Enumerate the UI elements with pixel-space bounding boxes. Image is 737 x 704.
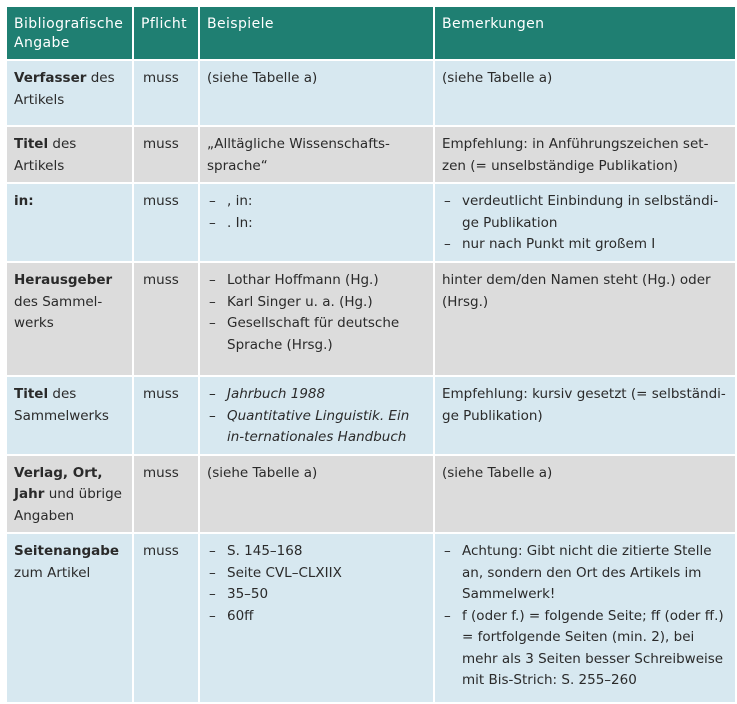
cell-angabe — [7, 456, 132, 533]
list-item: – Quantitative Linguistik. Ein in-ternationales Handbuch — [207, 406, 425, 449]
cell-angabe — [7, 184, 132, 261]
cell-pflicht: muss — [134, 377, 198, 454]
table-row — [7, 263, 735, 375]
beispiele-list — [207, 191, 425, 234]
cell-beispiele: (siehe Tabelle a) — [200, 61, 433, 125]
table-row — [7, 456, 735, 533]
table-row — [7, 377, 735, 454]
cell-angabe — [7, 263, 132, 375]
cell-beispiele: „Alltägliche Wissenschafts-sprache“ — [200, 127, 433, 182]
cell-bemerkungen: (siehe Tabelle a) — [435, 61, 735, 125]
list-item: – Seite CVL–CLXIIX — [207, 563, 425, 585]
cell-bemerkungen — [435, 184, 735, 261]
list-item: – Jahrbuch 1988 — [207, 384, 425, 406]
list-item: – 60ff — [207, 606, 425, 628]
cell-angabe — [7, 127, 132, 182]
list-item: – Karl Singer u. a. (Hg.) — [207, 292, 425, 314]
label-rest: des Artikels — [14, 70, 115, 108]
table-row — [7, 61, 735, 125]
table-header-row — [7, 7, 735, 59]
list-item: – Gesellschaft für deutsche Sprache (Hrsg.) — [207, 313, 425, 356]
table-row — [7, 534, 735, 702]
label-rest: zum Artikel — [14, 564, 91, 581]
cell-bemerkungen: hinter dem/den Namen steht (Hg.) oder (Hrsg.) — [435, 263, 735, 375]
beispiele-list — [207, 384, 425, 449]
cell-pflicht: muss — [134, 263, 198, 375]
label-bold: Titel — [14, 136, 49, 152]
label-bold: Titel — [14, 386, 49, 402]
cell-pflicht: muss — [134, 184, 198, 261]
cell-beispiele: (siehe Tabelle a) — [200, 456, 433, 533]
cell-beispiele — [200, 534, 433, 702]
header-bibliografische-angabe: Bibliografische Angabe — [7, 7, 132, 59]
label-rest: und übrige Angaben — [14, 486, 122, 524]
cell-bemerkungen — [435, 534, 735, 702]
bemerkungen-list — [442, 191, 727, 256]
list-item: – verdeutlicht Einbindung in selbständi-ge Publikation — [442, 191, 727, 234]
header-bemerkungen: Bemerkungen — [435, 7, 735, 59]
label-bold: in: — [14, 193, 34, 209]
cell-angabe — [7, 377, 132, 454]
label-rest: des Sammel-werks — [14, 293, 103, 331]
list-item: – , in: — [207, 191, 425, 213]
cell-pflicht: muss — [134, 534, 198, 702]
cell-angabe — [7, 534, 132, 702]
bemerkungen-list — [442, 541, 727, 692]
cell-angabe — [7, 61, 132, 125]
cell-beispiele — [200, 377, 433, 454]
list-item: – f (oder f.) = folgende Seite; ff (oder ff.) = fortfolgende Seiten (min. 2), bei mehr als 3 Seiten besser Schreibweise mit Bis-Strich: S. 255–260 — [442, 606, 727, 692]
list-item: – . In: — [207, 213, 425, 235]
cell-pflicht: muss — [134, 127, 198, 182]
list-item: – Lothar Hoffmann (Hg.) — [207, 270, 425, 292]
cell-beispiele — [200, 184, 433, 261]
cell-bemerkungen: (siehe Tabelle a) — [435, 456, 735, 533]
header-beispiele: Beispiele — [200, 7, 433, 59]
table-row — [7, 127, 735, 182]
list-item: – nur nach Punkt mit großem I — [442, 234, 727, 256]
list-item: – Achtung: Gibt nicht die zitierte Stelle an, sondern den Ort des Artikels im Sammelwerk! — [442, 541, 727, 606]
cell-bemerkungen: Empfehlung: kursiv gesetzt (= selbständi-ge Publikation) — [435, 377, 735, 454]
cell-beispiele — [200, 263, 433, 375]
label-rest: des Artikels — [14, 136, 77, 174]
cell-pflicht: muss — [134, 456, 198, 533]
beispiele-list — [207, 270, 425, 356]
list-item: – S. 145–168 — [207, 541, 425, 563]
list-item: – 35–50 — [207, 584, 425, 606]
label-bold: Verlag, Ort, Jahr — [14, 464, 103, 502]
label-bold: Verfasser — [14, 70, 87, 86]
bibliography-table — [5, 5, 737, 704]
label-bold: Seitenangabe — [14, 543, 120, 559]
cell-bemerkungen: Empfehlung: in Anführungszeichen set-zen (= unselbständige Publikation) — [435, 127, 735, 182]
table-row — [7, 184, 735, 261]
label-rest: des Sammelwerks — [14, 386, 109, 424]
header-pflicht: Pflicht — [134, 7, 198, 59]
label-bold: Herausgeber — [14, 272, 113, 288]
cell-pflicht: muss — [134, 61, 198, 125]
beispiele-list — [207, 541, 425, 627]
